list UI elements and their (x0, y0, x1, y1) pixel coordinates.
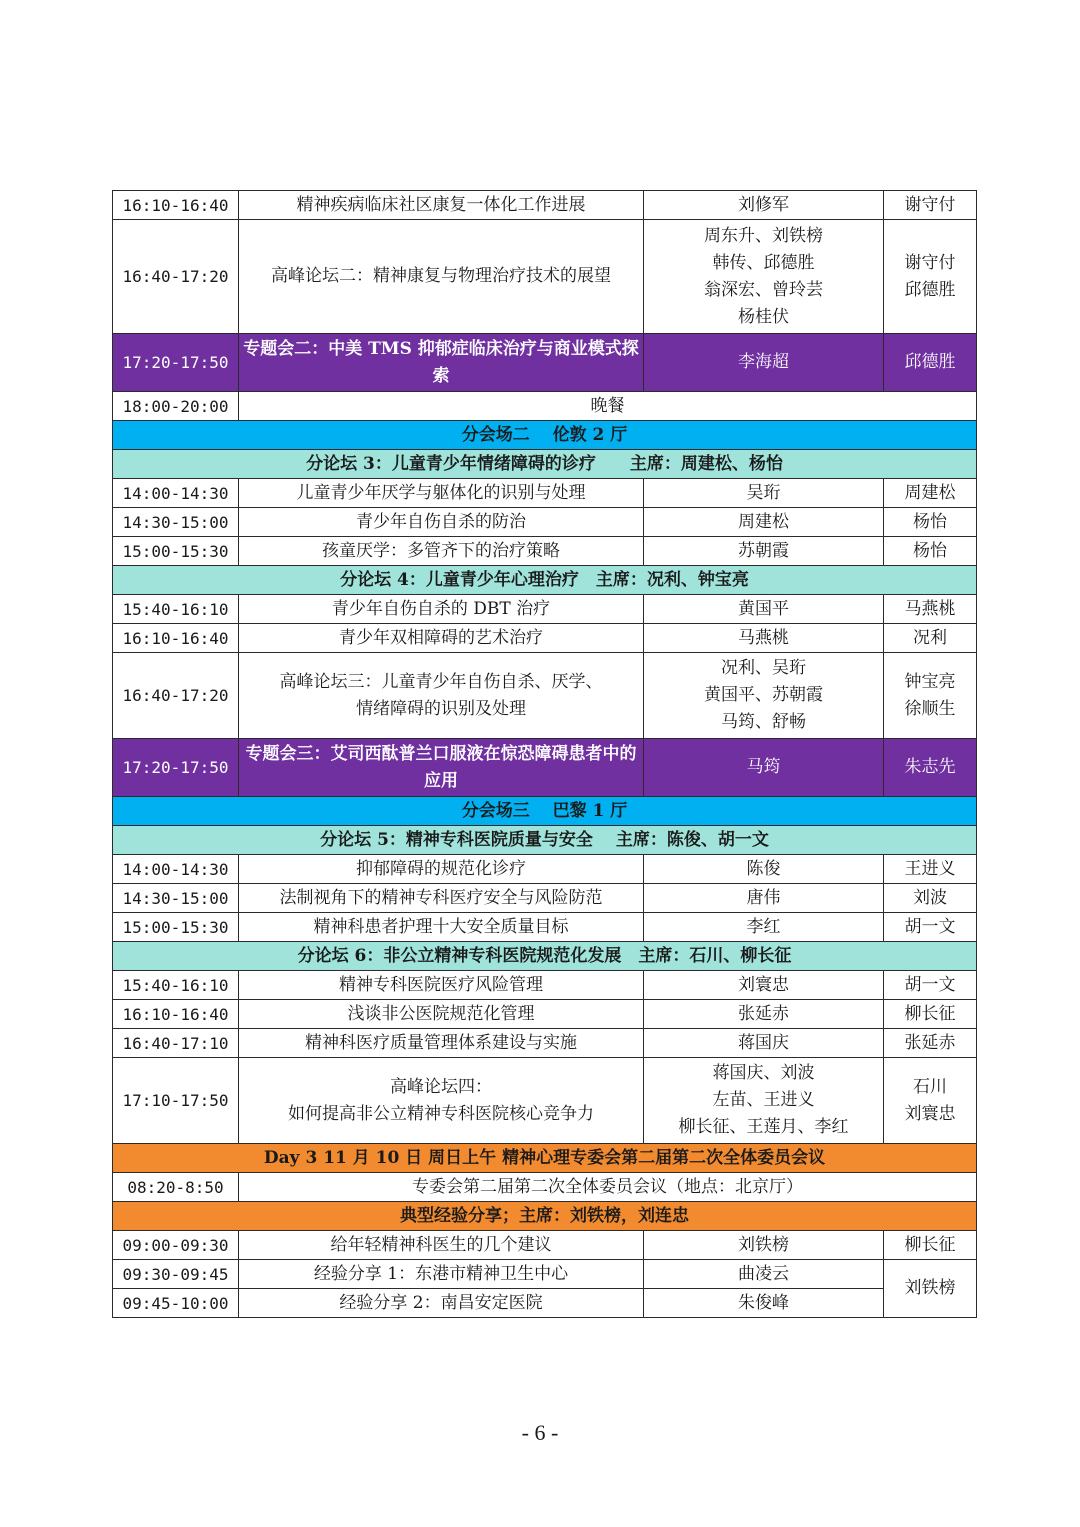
time-cell: 16:10-16:40 (113, 1000, 239, 1029)
schedule-row (113, 1289, 977, 1318)
venue-header: 分会场二 伦敦 2 厅 (113, 421, 977, 450)
speaker-cell: 刘铁榜 (644, 1231, 884, 1260)
schedule-row (113, 653, 977, 739)
page-number: - 6 - (521, 1420, 559, 1445)
topic-cell: 法制视角下的精神专科医疗安全与风险防范 (239, 884, 644, 913)
host-cell: 柳长征 (884, 1231, 977, 1260)
topic-cell: 高峰论坛四： 如何提高非公立精神专科医院核心竞争力 (239, 1058, 644, 1144)
speaker-cell: 唐伟 (644, 884, 884, 913)
forum-header: 分论坛 6：非公立精神专科医院规范化发展 主席：石川、柳长征 (113, 942, 977, 971)
host-cell: 柳长征 (884, 1000, 977, 1029)
topic-cell: 高峰论坛三：儿童青少年自伤自杀、厌学、 情绪障碍的识别及处理 (239, 653, 644, 739)
topic-cell: 精神疾病临床社区康复一体化工作进展 (239, 191, 644, 220)
topic-cell: 专委会第二届第二次全体委员会议（地点：北京厅） (239, 1173, 977, 1202)
share-header-row (113, 1202, 977, 1231)
forum-header-row (113, 942, 977, 971)
speaker-cell: 黄国平 (644, 595, 884, 624)
topic-cell: 高峰论坛二：精神康复与物理治疗技术的展望 (239, 220, 644, 334)
schedule-row (113, 1260, 977, 1289)
schedule-row (113, 855, 977, 884)
time-cell: 09:00-09:30 (113, 1231, 239, 1260)
topic-cell: 青少年自伤自杀的防治 (239, 508, 644, 537)
time-cell: 17:20-17:50 (113, 334, 239, 392)
schedule-row (113, 191, 977, 220)
schedule-row (113, 392, 977, 421)
host-cell: 马燕桃 (884, 595, 977, 624)
time-cell: 15:00-15:30 (113, 537, 239, 566)
forum-header-row (113, 826, 977, 855)
speaker-cell: 曲凌云 (644, 1260, 884, 1289)
topic-cell: 专题会三：艾司西酞普兰口服液在惊恐障碍患者中的应用 (239, 739, 644, 797)
host-cell: 张延赤 (884, 1029, 977, 1058)
schedule-row (113, 508, 977, 537)
speaker-cell: 马筠 (644, 739, 884, 797)
speaker-cell: 朱俊峰 (644, 1289, 884, 1318)
host-cell: 石川 刘寰忠 (884, 1058, 977, 1144)
time-cell: 17:10-17:50 (113, 1058, 239, 1144)
speaker-cell: 李海超 (644, 334, 884, 392)
agenda-table (112, 190, 977, 1318)
speaker-cell: 陈俊 (644, 855, 884, 884)
special-session-row (113, 739, 977, 797)
speaker-cell: 刘修军 (644, 191, 884, 220)
host-cell: 刘波 (884, 884, 977, 913)
forum-header-row (113, 566, 977, 595)
speaker-cell: 周建松 (644, 508, 884, 537)
speaker-cell: 周东升、刘铁榜 韩传、邱德胜 翁深宏、曾玲芸 杨桂伏 (644, 220, 884, 334)
forum-header-row (113, 450, 977, 479)
speaker-cell: 刘寰忠 (644, 971, 884, 1000)
forum-header: 分论坛 4：儿童青少年心理治疗 主席：况利、钟宝亮 (113, 566, 977, 595)
day-header-row (113, 1144, 977, 1173)
schedule-row (113, 624, 977, 653)
schedule-row (113, 1029, 977, 1058)
time-cell: 09:30-09:45 (113, 1260, 239, 1289)
time-cell: 16:10-16:40 (113, 624, 239, 653)
topic-cell: 晚餐 (239, 392, 977, 421)
speaker-cell: 张延赤 (644, 1000, 884, 1029)
topic-cell: 抑郁障碍的规范化诊疗 (239, 855, 644, 884)
schedule-row (113, 913, 977, 942)
venue-header-row (113, 797, 977, 826)
speaker-cell: 蒋国庆 (644, 1029, 884, 1058)
host-cell: 况利 (884, 624, 977, 653)
schedule-row (113, 971, 977, 1000)
host-cell: 谢守付 (884, 191, 977, 220)
schedule-row (113, 884, 977, 913)
time-cell: 15:40-16:10 (113, 595, 239, 624)
special-session-row (113, 334, 977, 392)
day-header: Day 3 11 月 10 日 周日上午 精神心理专委会第二届第二次全体委员会议 (113, 1144, 977, 1173)
schedule-row (113, 1000, 977, 1029)
time-cell: 14:00-14:30 (113, 855, 239, 884)
venue-header-row (113, 421, 977, 450)
topic-cell: 浅谈非公医院规范化管理 (239, 1000, 644, 1029)
time-cell: 08:20-8:50 (113, 1173, 239, 1202)
topic-cell: 专题会二：中美 TMS 抑郁症临床治疗与商业模式探索 (239, 334, 644, 392)
time-cell: 16:40-17:20 (113, 220, 239, 334)
host-cell: 杨怡 (884, 508, 977, 537)
topic-cell: 经验分享 1：东港市精神卫生中心 (239, 1260, 644, 1289)
host-cell: 杨怡 (884, 537, 977, 566)
topic-cell: 孩童厌学：多管齐下的治疗策略 (239, 537, 644, 566)
host-cell: 邱德胜 (884, 334, 977, 392)
host-cell: 胡一文 (884, 971, 977, 1000)
time-cell: 15:40-16:10 (113, 971, 239, 1000)
speaker-cell: 马燕桃 (644, 624, 884, 653)
host-cell: 朱志先 (884, 739, 977, 797)
forum-header: 分论坛 5：精神专科医院质量与安全 主席：陈俊、胡一文 (113, 826, 977, 855)
venue-header: 分会场三 巴黎 1 厅 (113, 797, 977, 826)
speaker-cell: 苏朝霞 (644, 537, 884, 566)
topic-cell: 青少年双相障碍的艺术治疗 (239, 624, 644, 653)
time-cell: 17:20-17:50 (113, 739, 239, 797)
host-cell: 谢守付 邱德胜 (884, 220, 977, 334)
schedule-row (113, 1058, 977, 1144)
schedule-row (113, 1173, 977, 1202)
topic-cell: 精神专科医院医疗风险管理 (239, 971, 644, 1000)
topic-cell: 儿童青少年厌学与躯体化的识别与处理 (239, 479, 644, 508)
speaker-cell: 蒋国庆、刘波 左苗、王进义 柳长征、王莲月、李红 (644, 1058, 884, 1144)
time-cell: 16:40-17:20 (113, 653, 239, 739)
time-cell: 16:10-16:40 (113, 191, 239, 220)
speaker-cell: 况利、吴珩 黄国平、苏朝霞 马筠、舒畅 (644, 653, 884, 739)
topic-cell: 给年轻精神科医生的几个建议 (239, 1231, 644, 1260)
time-cell: 18:00-20:00 (113, 392, 239, 421)
host-cell: 胡一文 (884, 913, 977, 942)
schedule-row (113, 479, 977, 508)
speaker-cell: 吴珩 (644, 479, 884, 508)
share-header: 典型经验分享；主席：刘铁榜，刘连忠 (113, 1202, 977, 1231)
time-cell: 14:30-15:00 (113, 508, 239, 537)
schedule-row (113, 220, 977, 334)
host-cell: 钟宝亮 徐顺生 (884, 653, 977, 739)
schedule-row (113, 537, 977, 566)
topic-cell: 青少年自伤自杀的 DBT 治疗 (239, 595, 644, 624)
speaker-cell: 李红 (644, 913, 884, 942)
time-cell: 15:00-15:30 (113, 913, 239, 942)
host-cell: 王进义 (884, 855, 977, 884)
topic-cell: 精神科医疗质量管理体系建设与实施 (239, 1029, 644, 1058)
time-cell: 14:00-14:30 (113, 479, 239, 508)
time-cell: 14:30-15:00 (113, 884, 239, 913)
host-cell: 周建松 (884, 479, 977, 508)
topic-cell: 精神科患者护理十大安全质量目标 (239, 913, 644, 942)
time-cell: 16:40-17:10 (113, 1029, 239, 1058)
time-cell: 09:45-10:00 (113, 1289, 239, 1318)
host-cell: 刘铁榜 (884, 1260, 977, 1318)
schedule-row (113, 595, 977, 624)
topic-cell: 经验分享 2：南昌安定医院 (239, 1289, 644, 1318)
forum-header: 分论坛 3：儿童青少年情绪障碍的诊疗 主席：周建松、杨怡 (113, 450, 977, 479)
schedule-row (113, 1231, 977, 1260)
